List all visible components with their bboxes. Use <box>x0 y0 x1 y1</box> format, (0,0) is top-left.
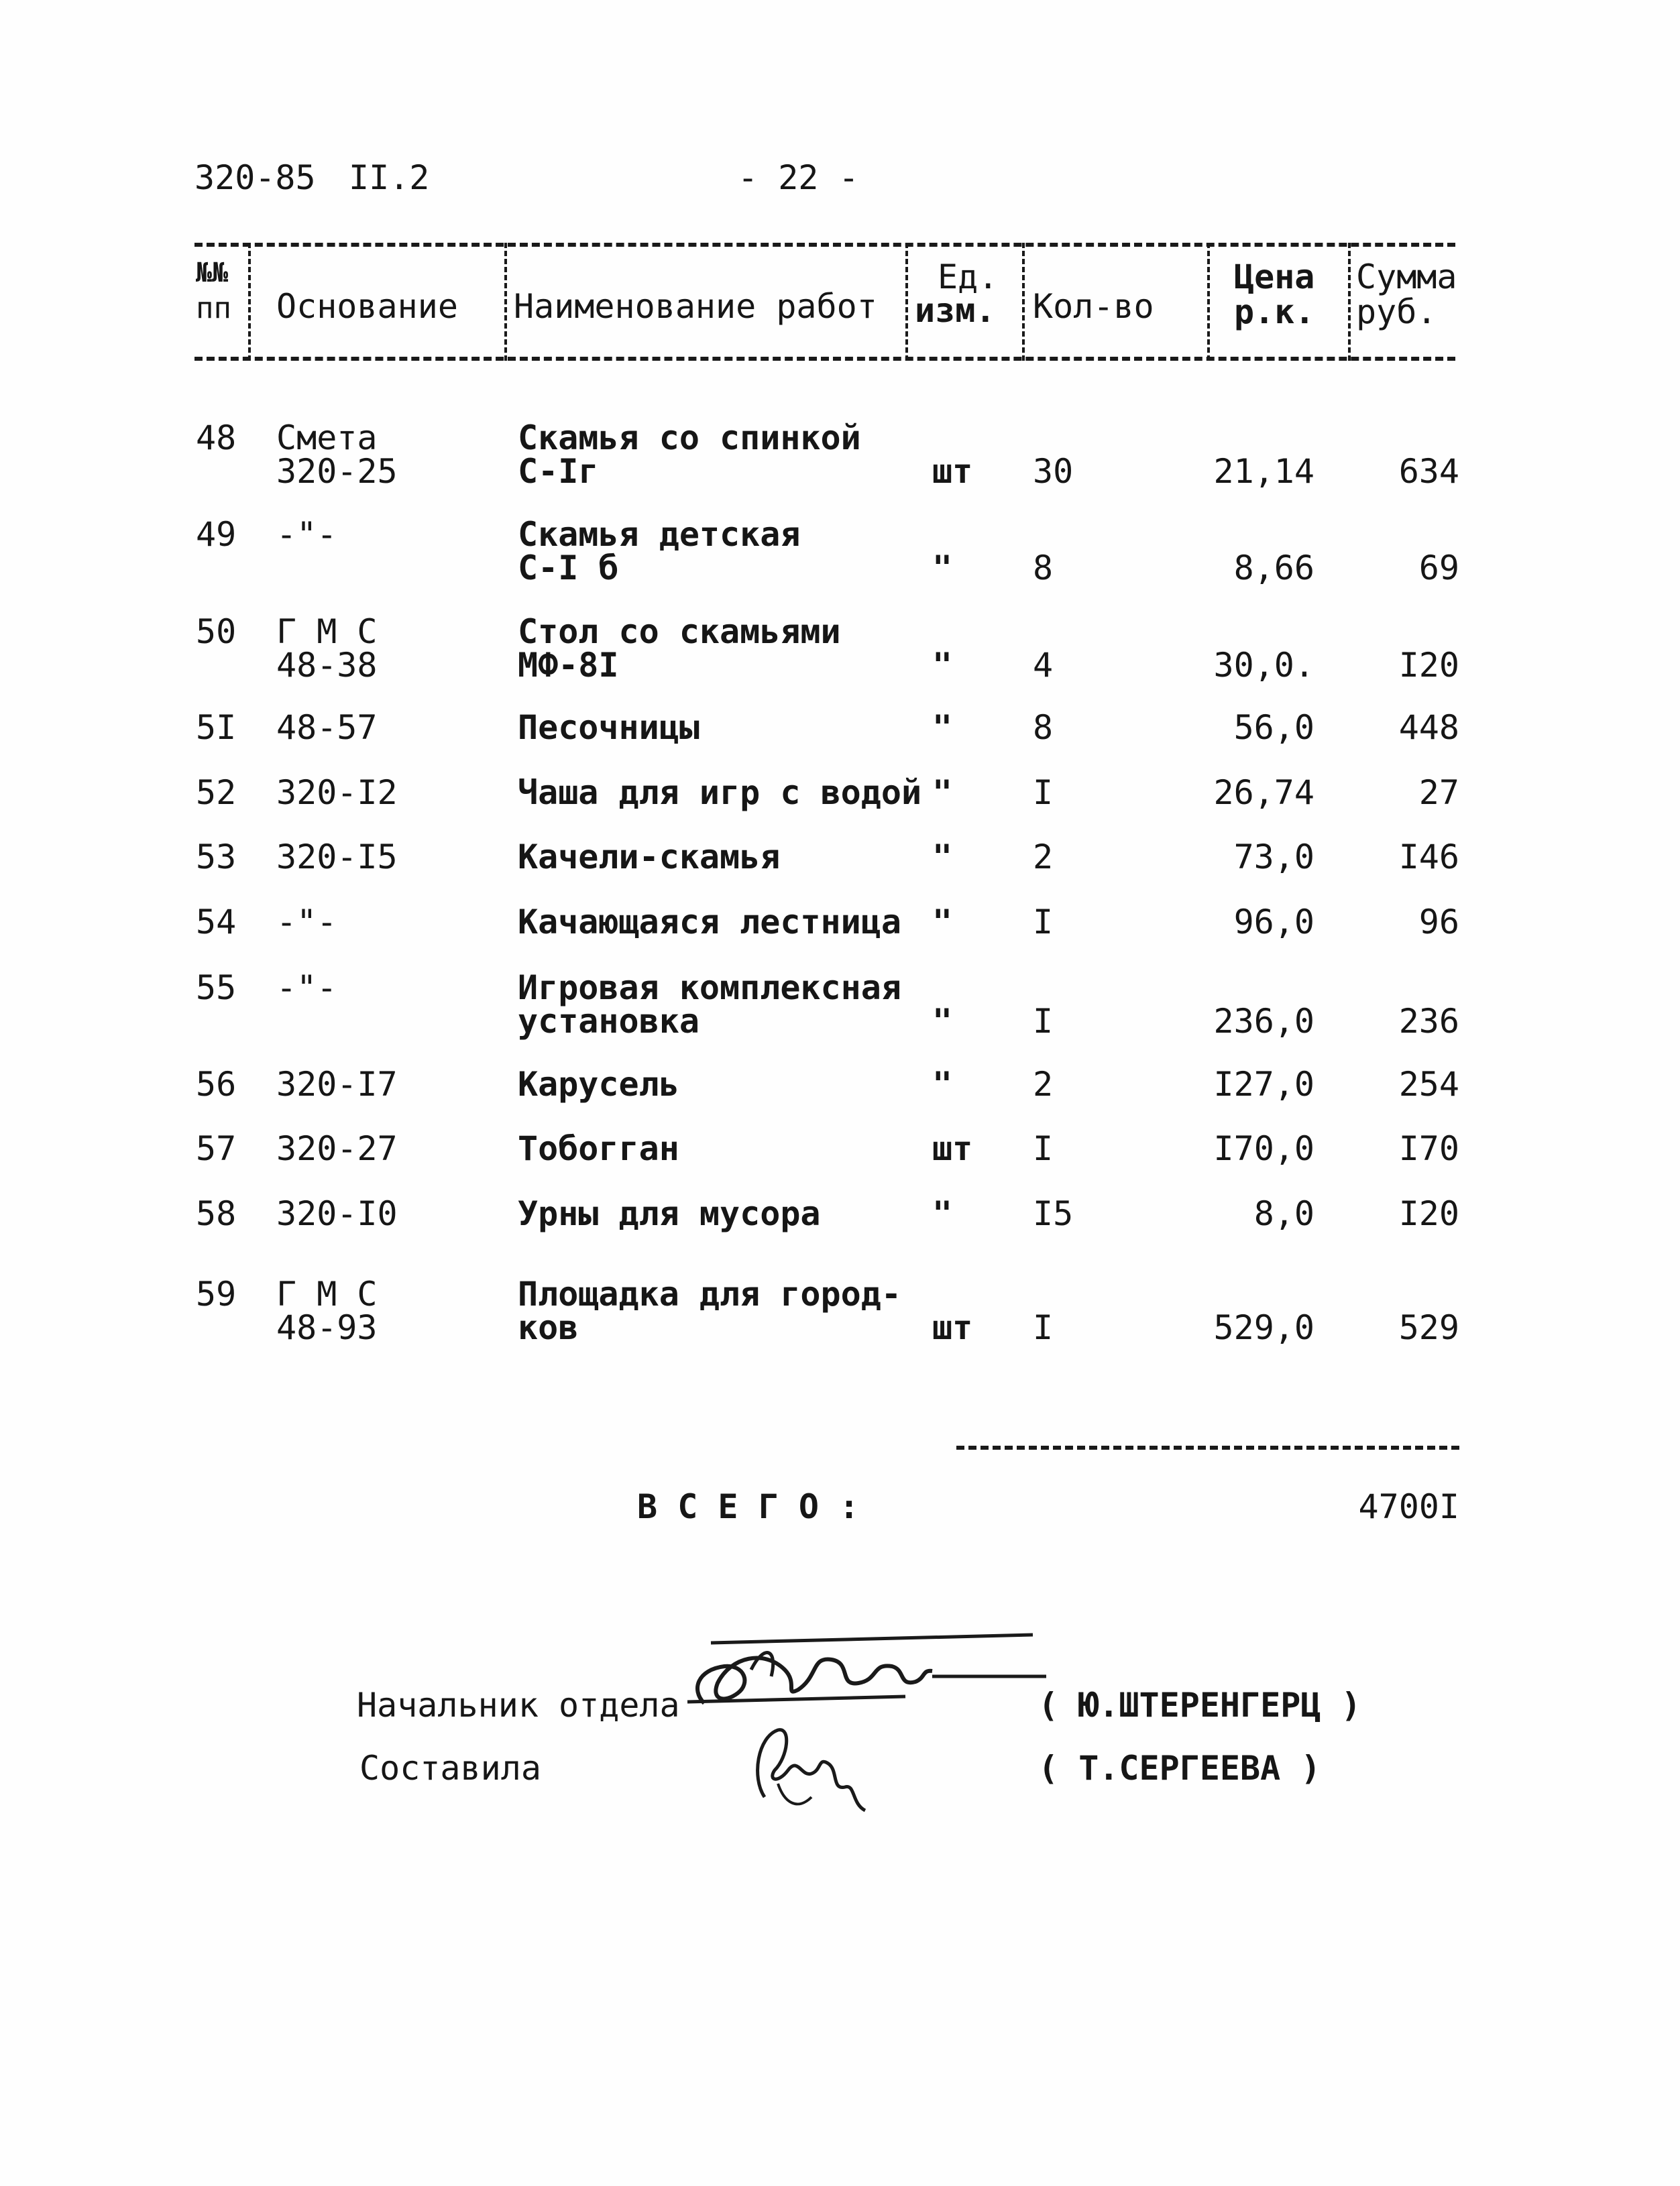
col-header-price-line2: р.к. <box>1234 292 1315 331</box>
row-number: 49 <box>196 515 237 554</box>
row-basis-line1: 320-I2 <box>276 773 398 812</box>
row-number: 5I <box>196 708 237 747</box>
row-price: 8,66 <box>1233 549 1314 587</box>
row-sum: 96 <box>1418 903 1459 941</box>
row-work-name-line2: ков <box>518 1308 579 1347</box>
head-signature-image <box>684 1629 1073 1730</box>
row-price: 73,0 <box>1233 838 1314 876</box>
compiler-signature-image <box>738 1717 885 1824</box>
row-basis-line1: 320-I7 <box>276 1065 398 1104</box>
row-basis-line2: 48-93 <box>276 1308 378 1347</box>
row-price: 30,0. <box>1213 646 1314 685</box>
row-work-name-line1: Игровая комплексная <box>518 968 901 1007</box>
row-work-name-line1: Урны для мусора <box>518 1194 821 1233</box>
row-number: 56 <box>196 1065 237 1104</box>
column-separator <box>1207 243 1210 361</box>
row-work-name-line1: Песочницы <box>518 708 699 747</box>
row-unit: " <box>932 838 953 876</box>
head-of-department-name: ( Ю.ШТЕРЕНГЕРЦ ) <box>1038 1686 1361 1725</box>
row-work-name-line1: Площадка для город- <box>518 1275 901 1314</box>
row-work-name-line2: С-I б <box>518 549 619 587</box>
row-basis-line1: 48-57 <box>276 708 378 747</box>
row-quantity: 2 <box>1033 1065 1054 1104</box>
row-price: I27,0 <box>1213 1065 1314 1104</box>
page-number: - 22 - <box>738 158 859 197</box>
row-basis-line2: 48-38 <box>276 646 378 685</box>
row-number: 58 <box>196 1194 237 1233</box>
row-number: 53 <box>196 838 237 876</box>
col-header-no-line2: пп <box>196 291 231 325</box>
row-unit: шт <box>932 1129 973 1168</box>
row-unit: " <box>932 773 953 812</box>
row-basis-line1: -"- <box>276 903 337 941</box>
row-sum: I20 <box>1398 1194 1459 1233</box>
col-header-price-line1: Цена <box>1234 257 1315 296</box>
total-rule <box>956 1446 1459 1450</box>
row-unit: " <box>932 708 953 747</box>
row-number: 48 <box>196 418 237 457</box>
row-sum: 69 <box>1418 549 1459 587</box>
col-header-qty: Кол-во <box>1033 287 1154 326</box>
row-quantity: 4 <box>1033 646 1054 685</box>
row-number: 59 <box>196 1275 237 1314</box>
column-separator <box>905 243 908 361</box>
row-quantity: I <box>1033 903 1054 941</box>
col-header-work-name: Наименование работ <box>514 287 877 326</box>
row-sum: I46 <box>1398 838 1459 876</box>
row-sum: 236 <box>1398 1002 1459 1041</box>
row-price: 236,0 <box>1213 1002 1314 1041</box>
row-price: I70,0 <box>1213 1129 1314 1168</box>
row-basis-line2: 320-25 <box>276 452 398 491</box>
row-quantity: 8 <box>1033 708 1054 747</box>
row-unit: " <box>932 1065 953 1104</box>
total-label: В С Е Г О : <box>637 1487 860 1526</box>
row-unit: " <box>932 1002 953 1041</box>
row-unit: " <box>932 903 953 941</box>
row-basis-line1: 320-27 <box>276 1129 398 1168</box>
row-sum: 27 <box>1418 773 1459 812</box>
row-unit: " <box>932 646 953 685</box>
document-code: 320-85 <box>194 158 316 197</box>
row-quantity: I <box>1033 1129 1054 1168</box>
row-quantity: I <box>1033 773 1054 812</box>
row-work-name-line1: Чаша для игр с водой <box>518 773 922 812</box>
total-value: 4700I <box>1358 1487 1459 1526</box>
row-unit: " <box>932 549 953 587</box>
row-work-name-line2: установка <box>518 1002 699 1041</box>
row-unit: шт <box>932 452 973 491</box>
row-basis-line1: Смета <box>276 418 378 457</box>
row-price: 56,0 <box>1233 708 1314 747</box>
col-header-unit-line1: Ед. <box>938 257 999 296</box>
row-sum: 448 <box>1398 708 1459 747</box>
row-price: 529,0 <box>1213 1308 1314 1347</box>
row-quantity: I <box>1033 1002 1054 1041</box>
row-work-name-line1: Стол со скамьями <box>518 612 841 651</box>
column-separator <box>504 243 507 361</box>
row-basis-line1: 320-I5 <box>276 838 398 876</box>
row-work-name-line1: Скамья детская <box>518 515 801 554</box>
row-quantity: I5 <box>1033 1194 1074 1233</box>
row-work-name-line2: МФ-8I <box>518 646 619 685</box>
col-header-sum-line2: руб. <box>1356 292 1437 331</box>
row-sum: I70 <box>1398 1129 1459 1168</box>
column-separator <box>248 243 251 361</box>
row-work-name-line1: Качели-скамья <box>518 838 781 876</box>
col-header-no-line1: №№ <box>196 257 229 288</box>
row-basis-line1: Г М С <box>276 1275 378 1314</box>
col-header-unit-line2: изм. <box>915 291 996 330</box>
header-bottom-rule <box>194 357 1455 361</box>
row-sum: 254 <box>1398 1065 1459 1104</box>
row-number: 54 <box>196 903 237 941</box>
col-header-basis: Основание <box>276 287 458 326</box>
row-work-name-line1: Карусель <box>518 1065 679 1104</box>
col-header-sum-line1: Сумма <box>1356 257 1457 296</box>
row-number: 52 <box>196 773 237 812</box>
row-price: 21,14 <box>1213 452 1314 491</box>
row-price: 26,74 <box>1213 773 1314 812</box>
row-sum: 634 <box>1398 452 1459 491</box>
row-basis-line1: -"- <box>276 515 337 554</box>
header-top-rule <box>194 243 1455 247</box>
row-sum: 529 <box>1398 1308 1459 1347</box>
row-work-name-line1: Качающаяся лестница <box>518 903 901 941</box>
row-number: 55 <box>196 968 237 1007</box>
compiler-name: ( Т.СЕРГЕЕВА ) <box>1038 1749 1321 1788</box>
row-quantity: 30 <box>1033 452 1074 491</box>
row-basis-line1: 320-I0 <box>276 1194 398 1233</box>
row-quantity: I <box>1033 1308 1054 1347</box>
column-separator <box>1348 243 1351 361</box>
row-sum: I20 <box>1398 646 1459 685</box>
head-of-department-label: Начальник отдела <box>357 1686 680 1725</box>
compiler-label: Составила <box>359 1749 541 1788</box>
column-separator <box>1022 243 1025 361</box>
row-unit: шт <box>932 1308 973 1347</box>
row-work-name-line1: Тобогган <box>518 1129 679 1168</box>
row-number: 57 <box>196 1129 237 1168</box>
section-number: II.2 <box>349 158 430 197</box>
row-number: 50 <box>196 612 237 651</box>
row-work-name-line2: С-Iг <box>518 452 599 491</box>
row-quantity: 2 <box>1033 838 1054 876</box>
row-quantity: 8 <box>1033 549 1054 587</box>
row-price: 96,0 <box>1233 903 1314 941</box>
row-price: 8,0 <box>1253 1194 1314 1233</box>
row-unit: " <box>932 1194 953 1233</box>
row-basis-line1: -"- <box>276 968 337 1007</box>
row-basis-line1: Г М С <box>276 612 378 651</box>
row-work-name-line1: Скамья со спинкой <box>518 418 861 457</box>
